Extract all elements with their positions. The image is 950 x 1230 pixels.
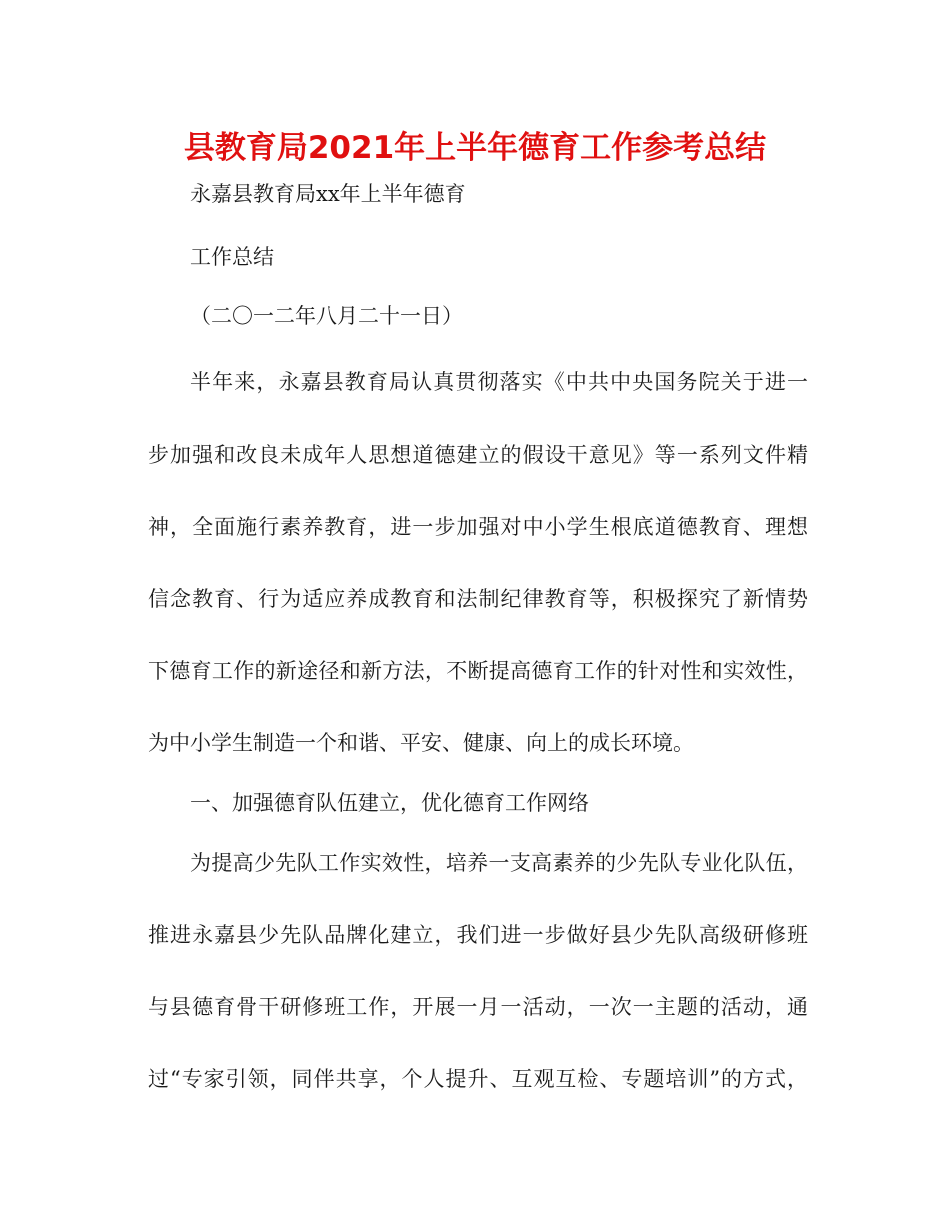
paragraph-2-line-1: 为提高少先队工作实效性，培养一支高素养的少先队专业化队伍， [190, 851, 808, 875]
paragraph-1-line-1: 半年来，永嘉县教育局认真贯彻落实《中共中央国务院关于进一 [190, 370, 808, 394]
section-1-heading: 一、加强德育队伍建立，优化德育工作网络 [190, 791, 589, 815]
document-date: （二〇一二年八月二十一日） [190, 304, 463, 328]
paragraph-2-line-3: 与县德育骨干研修班工作，开展一月一活动，一次一主题的活动，通 [148, 995, 808, 1019]
paragraph-1-line-5: 下德育工作的新途径和新方法，不断提高德育工作的针对性和实效性， [148, 659, 808, 683]
document-title: 县教育局2021年上半年德育工作参考总结 [183, 130, 767, 166]
paragraph-2-line-2: 推进永嘉县少先队品牌化建立，我们进一步做好县少先队高级研修班 [148, 923, 808, 947]
paragraph-1-line-2: 步加强和改良未成年人思想道德建立的假设干意见》等一系列文件精 [148, 443, 808, 467]
subtitle-line-1: 永嘉县教育局xx年上半年德育 [190, 182, 466, 206]
paragraph-1-line-3: 神，全面施行素养教育，进一步加强对中小学生根底道德教育、理想 [148, 515, 808, 539]
subtitle-line-2: 工作总结 [190, 245, 274, 269]
paragraph-1-line-4: 信念教育、行为适应养成教育和法制纪律教育等，积极探究了新情势 [148, 587, 808, 611]
paragraph-1-line-6: 为中小学生制造一个和谐、平安、健康、向上的成长环境。 [148, 731, 694, 755]
paragraph-2-line-4: 过“专家引领，同伴共享，个人提升、互观互检、专题培训”的方式， [148, 1067, 808, 1091]
